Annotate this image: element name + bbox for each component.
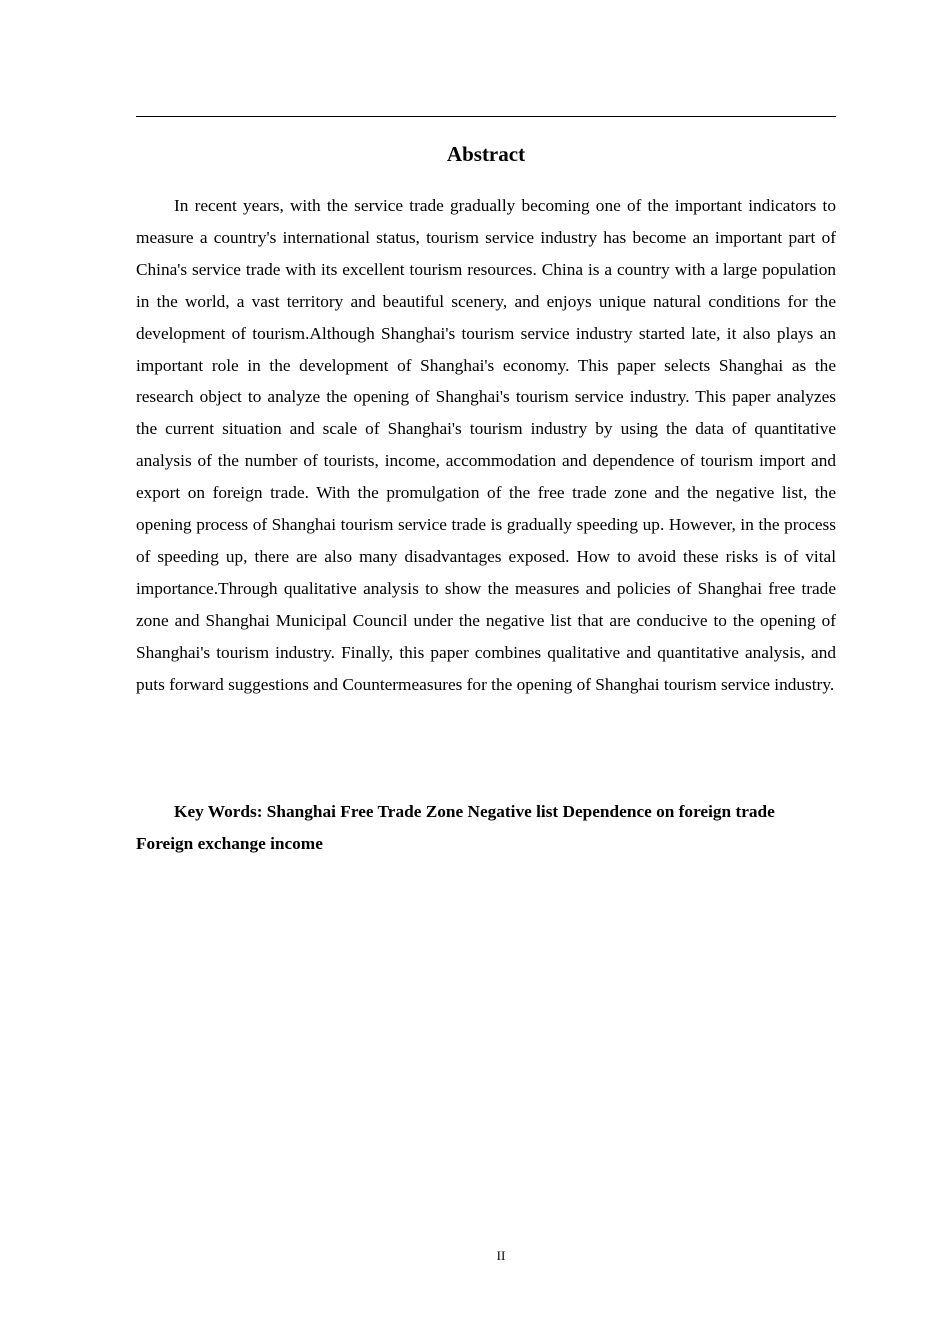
page-number: II <box>496 1248 506 1263</box>
keywords: Key Words: Shanghai Free Trade Zone Negative list Dependence on foreign trade Foreign exchange income <box>136 802 775 853</box>
abstract-body: In recent years, with the service trade gradually becoming one of the important indicators to measure a country's international status, tourism service industry has become an important part of China's service trade with its excellent tourism resources. China is a country with a large population in the world, a vast territory and beautiful scenery, and enjoys unique natural conditions for the development of tourism.Although Shanghai's tourism service industry started late, it also plays an important role in the development of Shanghai's economy. This paper selects Shanghai as the research object to analyze the opening of Shanghai's tourism service industry. This paper analyzes the current situation and scale of Shanghai's tourism industry by using the data of quantitative analysis of the number of tourists, income, accommodation and dependence of tourism import and export on foreign trade. With the promulgation of the free trade zone and the negative list, the opening process of Shanghai tourism service trade is gradually speeding up. However, in the process of speeding up, there are also many disadvantages exposed. How to avoid these risks is of vital importance.Through qualitative analysis to show the measures and policies of Shanghai free trade zone and Shanghai Municipal Council under the negative list that are conducive to the opening of Shanghai's tourism industry. Finally, this paper combines qualitative and quantitative analysis, and puts forward suggestions and Countermeasures for the opening of Shanghai tourism service industry. <box>136 196 836 694</box>
header-rule <box>136 116 836 117</box>
abstract-title: Abstract <box>446 142 526 166</box>
